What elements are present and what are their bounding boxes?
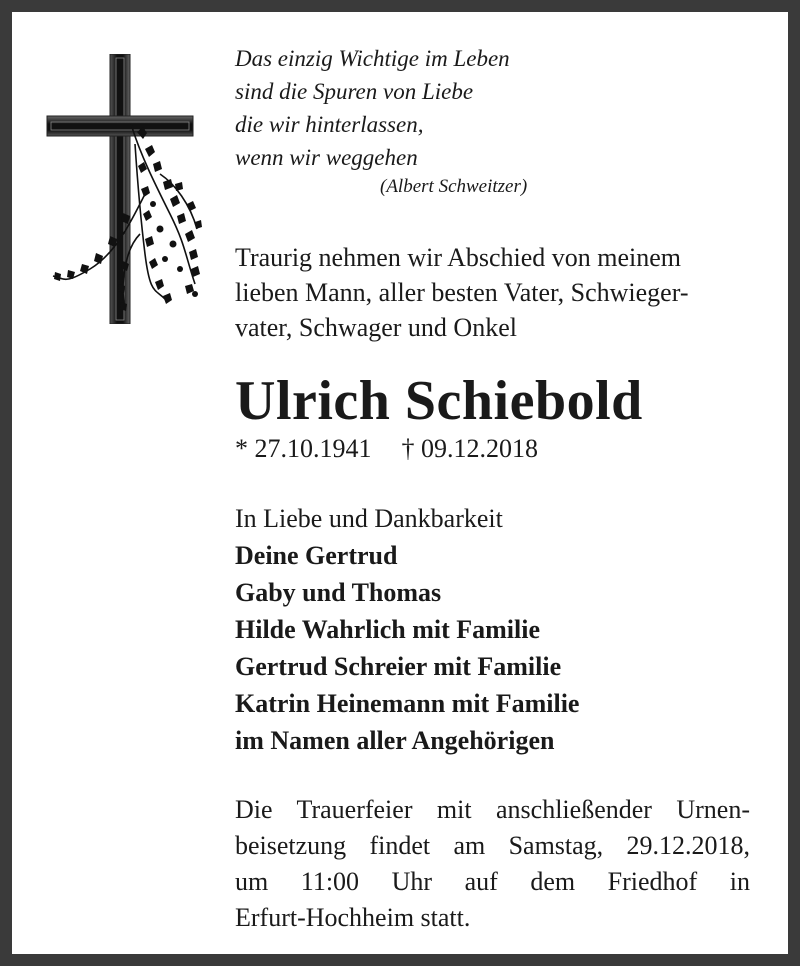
service-line: um 11:00 Uhr auf dem Friedhof in xyxy=(235,867,750,896)
mourner-name: im Namen aller Angehörigen xyxy=(235,726,555,755)
funeral-service-info xyxy=(235,792,750,936)
mourners-intro: In Liebe und Dankbarkeit xyxy=(235,504,503,533)
intro-line: Traurig nehmen wir Abschied von meinem xyxy=(235,243,682,272)
birth-date: * 27.10.1941 xyxy=(235,434,372,463)
death-date: † 09.12.2018 xyxy=(401,434,538,463)
life-dates xyxy=(235,432,538,466)
quote-line: Das einzig Wichtige im Leben xyxy=(235,46,510,71)
service-line: Die Trauerfeier mit anschließender Urnen- xyxy=(235,795,750,824)
mourners-list xyxy=(235,500,780,759)
service-line: Erfurt-Hochheim statt. xyxy=(235,903,471,932)
service-line: beisetzung findet am Samstag, 29.12.2018, xyxy=(235,831,750,860)
quote-line: die wir hinterlassen, xyxy=(235,112,424,137)
intro-line: vater, Schwager und Onkel xyxy=(235,313,517,342)
deceased-name: Ulrich Schiebold xyxy=(235,370,643,432)
obituary-card xyxy=(12,12,788,954)
quote-line: sind die Spuren von Liebe xyxy=(235,79,474,104)
mourner-name: Gaby und Thomas xyxy=(235,578,442,607)
farewell-intro xyxy=(235,240,780,345)
mourner-name: Katrin Heinemann mit Familie xyxy=(235,689,580,718)
mourner-name: Hilde Wahrlich mit Familie xyxy=(235,615,541,644)
memorial-quote xyxy=(235,42,780,200)
mourner-name: Deine Gertrud xyxy=(235,541,398,570)
intro-line: lieben Mann, aller besten Vater, Schwieger- xyxy=(235,278,689,307)
cross-with-ivy-icon xyxy=(45,54,205,324)
mourner-name: Gertrud Schreier mit Familie xyxy=(235,652,562,681)
quote-line: wenn wir weggehen xyxy=(235,145,418,170)
quote-author: (Albert Schweitzer) xyxy=(380,176,528,197)
